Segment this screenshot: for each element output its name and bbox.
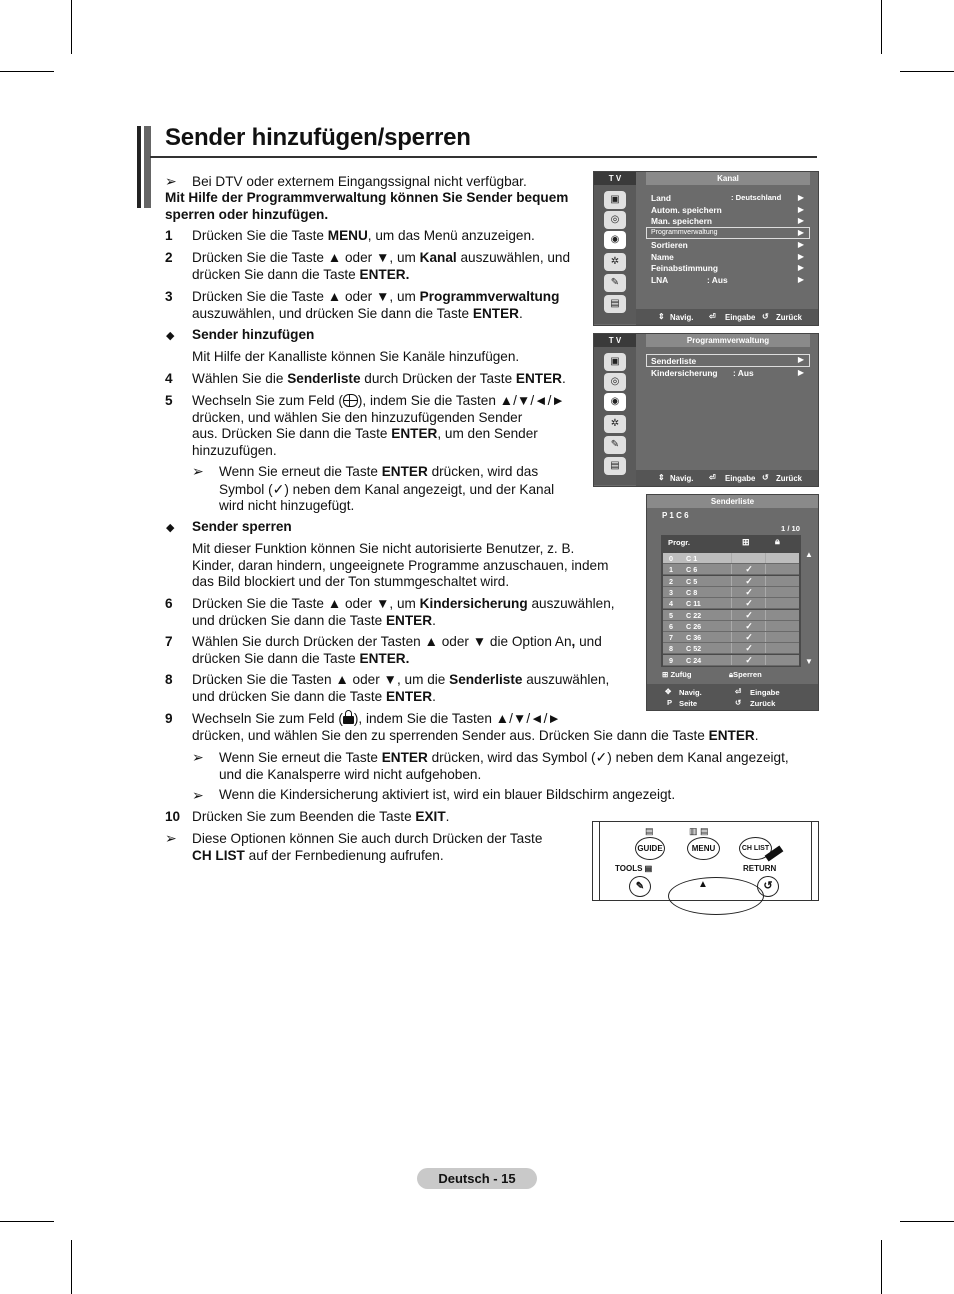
arrow-right-icon: ▶ <box>797 205 804 214</box>
arrow-right-icon: ▶ <box>797 275 804 284</box>
channel-icon: ◉ <box>604 231 626 249</box>
step-number: 3 <box>165 289 173 304</box>
return-icon: ↺ <box>762 312 769 321</box>
table-row[interactable] <box>663 655 799 666</box>
channel-name: C 36 <box>686 633 702 643</box>
lock-text: Mit dieser Funktion können Sie nicht autorisierte Benutzer, z. B. Kinder, daran hindern, ungeeignete Programme anzuschauen, indem das Bild blockiert und der Ton stummgeschaltet wird. <box>192 541 609 589</box>
note-9b-text: Wenn die Kindersicherung aktiviert ist, wird ein blauer Bildschirm angezeigt. <box>219 787 676 802</box>
channel-number: 4 <box>669 599 673 609</box>
footer-page: Seite <box>679 699 698 708</box>
channel-number: 1 <box>669 565 673 575</box>
check-icon[interactable]: ✓ <box>731 621 766 631</box>
footer-enter: Eingabe <box>750 688 780 697</box>
footer-nav: Navig. <box>670 474 694 483</box>
note-arrow-icon: ➢ <box>192 463 204 479</box>
check-icon: ✓ <box>272 480 285 497</box>
digital-icon: ▤ <box>604 295 626 313</box>
step-number: 10 <box>165 809 181 824</box>
menu-item-programmverwaltung[interactable]: Programmverwaltung <box>651 229 718 236</box>
setup-icon: ✲ <box>604 415 626 433</box>
arrow-right-icon: ▶ <box>797 355 804 364</box>
add-icon: ⊞ <box>662 670 671 679</box>
menu-button[interactable]: MENU <box>687 837 720 860</box>
title-rule <box>150 156 817 158</box>
table-row[interactable] <box>663 587 799 598</box>
step-4-text: Wählen Sie die Senderliste durch Drücken der Taste ENTER. <box>192 371 566 386</box>
channel-name: C 24 <box>686 655 702 665</box>
menu-item-kindersicherung[interactable]: Kindersicherung : Aus <box>651 368 754 378</box>
menu-header: Programmverwaltung <box>646 334 810 347</box>
menu-item-land[interactable]: Land : Deutschland <box>651 193 782 203</box>
crop-mark <box>71 1240 72 1294</box>
setup-icon: ✲ <box>604 253 626 271</box>
menu-item-senderliste[interactable]: Senderliste <box>651 356 697 366</box>
menu-programmverwaltung <box>593 333 819 487</box>
channel-number: 8 <box>669 644 673 654</box>
step-10-text: Drücken Sie zum Beenden die Taste EXIT. <box>192 809 450 824</box>
nav-icon: ✥ <box>665 687 672 696</box>
page-footer: Deutsch - 15 <box>417 1168 537 1189</box>
page-indicator: 1 / 10 <box>781 524 800 533</box>
lock-cell[interactable] <box>765 643 800 653</box>
input-icon: ✎ <box>604 274 626 292</box>
page-title: Sender hinzufügen/sperren <box>165 124 471 151</box>
return-icon: ↺ <box>735 698 742 707</box>
check-icon[interactable]: ✓ <box>731 655 766 665</box>
guide-symbol-icon: ▤ <box>645 826 654 836</box>
note-arrow-icon: ➢ <box>165 830 177 846</box>
channel-number: 6 <box>669 621 673 631</box>
current-channel: P 1 C 6 <box>662 511 689 520</box>
enter-icon: ⏎ <box>709 312 716 321</box>
step-number: 9 <box>165 711 173 726</box>
arrow-right-icon: ▶ <box>797 216 804 225</box>
crop-mark <box>881 0 882 54</box>
channel-name: C 8 <box>686 587 698 597</box>
check-icon[interactable]: ✓ <box>731 564 766 574</box>
scroll-up-icon[interactable]: ▲ <box>805 550 813 559</box>
step-number: 8 <box>165 672 173 687</box>
lock-cell[interactable] <box>765 621 800 631</box>
step-1-text: Drücken Sie die Taste MENU, um das Menü anzuzeigen. <box>192 228 535 243</box>
crop-mark <box>900 71 954 72</box>
note-arrow-icon: ➢ <box>165 173 177 189</box>
step-6-text: Drücken Sie die Taste ▲ oder ▼, um Kindersicherung auszuwählen, und drücken Sie dann die Taste ENTER. <box>192 596 615 628</box>
step-number: 2 <box>165 250 173 265</box>
input-icon: ✎ <box>604 436 626 454</box>
lock-heading: Sender sperren <box>192 519 292 534</box>
menu-header: Kanal <box>646 172 810 185</box>
menu-item-lna[interactable]: LNA : Aus <box>651 275 728 285</box>
arrow-right-icon: ▶ <box>797 263 804 272</box>
table-row[interactable] <box>663 643 799 654</box>
channel-name: C 52 <box>686 644 702 654</box>
channel-name: C 6 <box>686 565 698 575</box>
channel-name: C 11 <box>686 599 701 609</box>
menu-senderliste <box>646 494 819 711</box>
lock-cell[interactable] <box>765 655 800 665</box>
table-row[interactable] <box>663 621 799 632</box>
footer-nav: Navig. <box>679 688 702 697</box>
scroll-down-icon[interactable]: ▼ <box>805 657 813 666</box>
picture-icon: ▣ <box>604 191 626 209</box>
menu-item-feinabstimmung[interactable]: Feinabstimmung <box>651 263 719 273</box>
footer-nav: Navig. <box>670 313 694 322</box>
menu-item-sortieren[interactable]: Sortieren <box>651 240 688 250</box>
step-3-text: Drücken Sie die Taste ▲ oder ▼, um Programmverwaltung auszuwählen, und drücken Sie dann die Taste ENTER. <box>192 289 560 321</box>
channel-name: C 1 <box>686 554 698 563</box>
footer-back: Zurück <box>776 313 802 322</box>
picture-icon: ▣ <box>604 353 626 371</box>
add-cell[interactable] <box>731 553 766 563</box>
nav-icon: ⇕ <box>658 473 665 482</box>
nav-icon: ⇕ <box>658 312 665 321</box>
menu-sidebar <box>594 347 636 485</box>
add-column-icon: ⊞ <box>742 537 750 547</box>
lock-cell[interactable] <box>765 587 800 597</box>
crop-mark <box>0 1221 54 1222</box>
sound-icon: ◎ <box>604 373 626 391</box>
digital-icon: ▤ <box>604 457 626 475</box>
crop-mark <box>881 1240 882 1294</box>
channel-name: C 26 <box>686 621 702 631</box>
table-row[interactable] <box>663 632 799 643</box>
intro-note: Bei DTV oder externem Eingangssignal nicht verfügbar. <box>192 174 527 189</box>
enter-icon: ⏎ <box>709 473 716 482</box>
note-10-text: Diese Optionen können Sie auch durch Drücken der Taste CH LIST auf der Fernbedienung aufrufen. <box>192 831 543 863</box>
dpad[interactable] <box>668 877 764 915</box>
bullet-diamond-icon: ◆ <box>166 522 175 534</box>
menu-footer <box>636 470 818 486</box>
lock-cell[interactable] <box>765 610 800 620</box>
lock-cell[interactable] <box>765 632 800 642</box>
guide-button[interactable]: GUIDE <box>635 837 665 860</box>
menu-item-autom-speichern[interactable]: Autom. speichern <box>651 205 722 215</box>
step-2-text: Drücken Sie die Taste ▲ oder ▼, um Kanal auszuwählen, und drücken Sie dann die Taste ENTER. <box>192 250 571 282</box>
table-row[interactable] <box>663 598 799 609</box>
menu-sidebar <box>594 185 636 324</box>
lock-icon <box>343 716 354 724</box>
footer-back: Zurück <box>750 699 776 708</box>
footer-enter: Eingabe <box>725 313 756 322</box>
title-bar <box>144 126 151 208</box>
channel-number: 2 <box>669 576 673 586</box>
check-icon[interactable]: ✓ <box>731 576 766 586</box>
menu-kanal <box>593 171 819 326</box>
footer-back: Zurück <box>776 474 802 483</box>
menu-footer <box>636 309 818 325</box>
menu-item-man-speichern[interactable]: Man. speichern <box>651 216 712 226</box>
arrow-right-icon: ▶ <box>797 228 804 237</box>
legend-lock: 🔒︎Sperren <box>729 670 762 679</box>
return-icon: ↺ <box>762 473 769 482</box>
intro-bold: Mit Hilfe der Programmverwaltung können Sie Sender bequem sperren oder hinzufügen. <box>165 190 569 222</box>
crop-mark <box>0 71 54 72</box>
note-arrow-icon: ➢ <box>192 787 204 803</box>
table-row[interactable] <box>663 564 799 575</box>
return-button[interactable]: ↺ <box>757 876 779 897</box>
menu-header: Senderliste <box>647 495 818 508</box>
step-9-text: Wechseln Sie zum Feld ( ), indem Sie die Tasten ▲/▼/◄/► drücken, und wählen Sie den zu sperrenden Sender aus. Drücken Sie dann die Taste ENTER. <box>192 711 759 743</box>
menu-footer <box>647 684 818 710</box>
lock-cell[interactable] <box>765 598 800 608</box>
channel-number: 3 <box>669 587 673 597</box>
page-icon: P <box>667 698 673 707</box>
note-arrow-icon: ➢ <box>192 749 204 765</box>
add-heading: Sender hinzufügen <box>192 327 315 342</box>
menu-symbol-icon: ▥ ▤ <box>689 826 709 836</box>
check-icon[interactable]: ✓ <box>731 587 766 597</box>
check-icon: ✓ <box>595 749 608 765</box>
add-field-icon <box>343 394 358 407</box>
channel-number: 9 <box>669 655 673 665</box>
return-label: RETURN <box>743 864 777 873</box>
lock-icon: 🔒︎ <box>729 670 734 679</box>
tools-label: TOOLS ▤ <box>615 864 653 873</box>
enter-icon: ⏎ <box>735 687 742 696</box>
legend-add: ⊞ Zufüg <box>662 670 692 679</box>
footer-enter: Eingabe <box>725 474 756 483</box>
check-icon[interactable]: ✓ <box>731 632 766 642</box>
step-7-text: Wählen Sie durch Drücken der Tasten ▲ oder ▼ die Option An, und drücken Sie dann die Taste ENTER. <box>192 634 602 666</box>
menu-tv-label: T V <box>594 334 636 347</box>
step-number: 1 <box>165 228 173 243</box>
check-icon[interactable]: ✓ <box>731 610 766 620</box>
channel-icon: ◉ <box>604 393 626 411</box>
channel-number: 0 <box>669 554 673 563</box>
tools-button[interactable]: ✎ <box>629 876 651 897</box>
step-number: 7 <box>165 634 173 649</box>
add-text: Mit Hilfe der Kanalliste können Sie Kanäle hinzufügen. <box>192 349 520 364</box>
sound-icon: ◎ <box>604 211 626 229</box>
step-number: 4 <box>165 371 173 386</box>
channel-name: C 5 <box>686 576 698 586</box>
lock-cell[interactable] <box>765 576 800 586</box>
arrow-right-icon: ▶ <box>797 193 804 202</box>
lock-cell[interactable] <box>765 564 800 574</box>
table-row[interactable] <box>663 553 799 564</box>
channel-name: C 22 <box>686 610 702 620</box>
arrow-right-icon: ▶ <box>797 240 804 249</box>
column-progr: Progr. <box>668 538 690 547</box>
step-8-text: Drücken Sie die Tasten ▲ oder ▼, um die Senderliste auszuwählen, und drücken Sie dann die Taste ENTER. <box>192 672 610 704</box>
crop-mark <box>900 1221 954 1222</box>
lock-column-icon: 🔒︎ <box>775 536 780 546</box>
table-row[interactable] <box>663 576 799 587</box>
menu-item-name[interactable]: Name <box>651 252 674 262</box>
bullet-diamond-icon: ◆ <box>166 330 175 342</box>
step-5-text: Wechseln Sie zum Feld ( ), indem Sie die Tasten ▲/▼/◄/► drücken, und wählen Sie den hinzuzufügenden Sender aus. Drücken Sie dann die Taste ENTER, um den Sender hinzuzufügen. <box>192 393 565 458</box>
table-row[interactable] <box>663 610 799 621</box>
check-icon[interactable]: ✓ <box>731 643 766 653</box>
note-9a-text: Wenn Sie erneut die Taste ENTER drücken, wird das Symbol (✓) neben dem Kanal angezeigt, und die Kanalsperre wird nicht aufgehoben. <box>219 749 789 782</box>
note-5-text: Wenn Sie erneut die Taste ENTER drücken, wird das Symbol (✓) neben dem Kanal angezeigt, und der Kanal wird nicht hinzugefügt. <box>219 464 555 513</box>
arrow-right-icon: ▶ <box>797 252 804 261</box>
crop-mark <box>71 0 72 54</box>
channel-number: 5 <box>669 610 673 620</box>
step-number: 6 <box>165 596 173 611</box>
check-icon[interactable]: ✓ <box>731 598 766 608</box>
chlist-button[interactable]: CH LIST <box>739 837 772 860</box>
remote-illustration <box>592 821 819 901</box>
up-arrow-icon[interactable]: ▲ <box>698 879 708 890</box>
menu-tv-label: T V <box>594 172 636 185</box>
lock-cell[interactable] <box>765 553 800 563</box>
title-bar <box>137 126 141 208</box>
step-number: 5 <box>165 393 173 408</box>
channel-number: 7 <box>669 633 673 643</box>
arrow-right-icon: ▶ <box>797 368 804 377</box>
